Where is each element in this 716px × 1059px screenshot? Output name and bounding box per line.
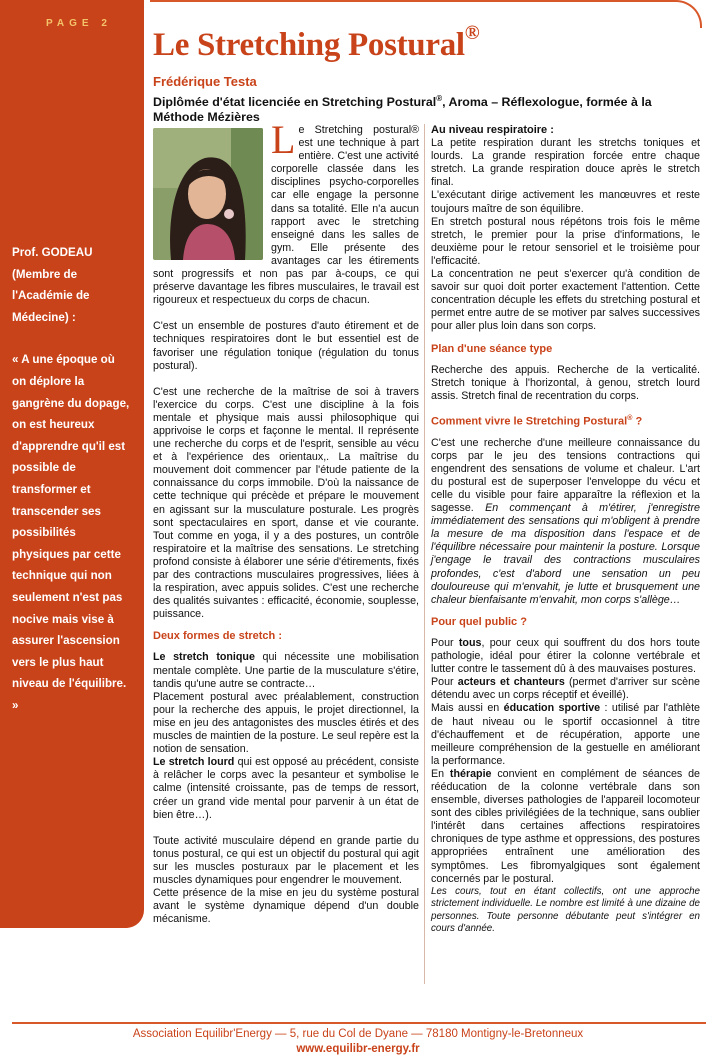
paragraph-concentration: La concentration ne peut s'exercer qu'à condition de savoir sur quoi doit porter exactement l'attention. Cette concentration décuple les effets du stretching postural et permet entre autre de se motiver par salves successives pour aller plus loin dans son corps.: [431, 268, 700, 333]
heading-respiratoire: Au niveau respiratoire :: [431, 124, 554, 136]
public-acteurs-bold: acteurs et chanteurs: [457, 676, 565, 689]
public-sport-text: : utilisé par l'athlète de haut niveau ou le sportif occasionnel à titre d'échauffement et de récupération, apporte une meilleure compréhension de la gestuelle en améliorant la performance.: [431, 702, 700, 767]
right-column: [431, 124, 700, 935]
vivre-testimony: En commençant à m'étirer, j'enregistre immédiatement des sensations qui m'obligent à prendre la mesure de ma disposition dans l'espace et de l'équilibre nécessaire pour maintenir la posture. Lorsque j'engage le travail des contractions musculaires profondes, c'est d'abord une sensation un peu douloureuse qui m'envahit, je lutte et brusquement une chaleur bienfaisante m'envahit, mon corps s'allège…: [431, 502, 700, 606]
public-therapie-text: convient en complément de séances de rééducation de la colonne vertébrale dans son ensemble, diverses pathologies de l'appareil locomoteur sont des cibles privilégiées de la technique, sans oublier l'intérêt dans certaines affections respiratoires chroniques de type asthme et oppressions, des postures appropriées entraînent une amélioration des symptômes. Les fibromyalgiques sont également concernés par le postural.: [431, 767, 701, 885]
paragraph-public-therapie: [431, 768, 700, 886]
credentials-part-a: Diplômée d'état licenciée en Stretching Postural: [153, 95, 437, 110]
paragraph-public-acteurs: [431, 676, 700, 702]
quote-author: Prof. GODEAU (Membre de l'Académie de Médecine) :: [12, 246, 93, 324]
paragraph-maitrise: C'est une recherche de la maîtrise de soi à travers l'exercice du corps. C'est une discipline à la fois mentale et physique mais aussi philosophique qui apprivoise le corps et façonne le mental. Il représente une recherche du corps et de l'esprit, sensible au vécu et à l'expérience des orientaux,. La maîtrise du mouvement doit commencer par l'étude patiente de la connaissance du corps immobile. D'où la naissance de cette technique qui précède et prépare le mouvement en agissant sur la musculature posturale. Les progrès sont spectaculaires en sport, danse et vie courante. Tout comme en yoga, il y a des postures, un contrôle respiratoire et la maîtrise des sensations. Le stretching profond consiste à élaborer une série d'étirements, fixés par des contractions musculaires progressives, liées à la respiration, avec appuis solides. C'est une recherche des qualités suivantes : efficacité, économie, souplesse, puissance.: [153, 385, 419, 621]
heading-comment-vivre-text: Comment vivre le Stretching Postural: [431, 415, 628, 428]
sidebar: [0, 0, 144, 928]
footer-address: Association Equilibr'Energy — 5, rue du Col de Dyane — 78180 Montigny-le-Bretonneux: [132, 1028, 584, 1040]
footer-divider: [12, 1022, 706, 1024]
paragraph-repetition: En stretch postural nous répétons trois fois le même stretch, le premier pour la prise d'informations, le deuxième pour le retour sensoriel et le troisième pour l'efficacité.: [431, 215, 700, 267]
heading-plan-seance: Plan d'une séance type: [431, 342, 553, 355]
intro-text: e Stretching postural® est une technique à part entière. C'est une activité corporelle classée dans les disciplines psycho-corporelles car elle engage la personne dans sa totalité. Elle n'a aucun rapport avec le stretching enseigné dans les salles de gym. Elle présente des avantages car les étirements sont progressifs et non pas par à-coups, ce qui préserve davantage les fibres musculaires, le travail est rigoureux et respectueux du corps de chacun.: [153, 124, 419, 307]
public-therapie-lead: En: [431, 767, 450, 780]
paragraph-respiration: La petite respiration durant les stretchs toniques et lourds. La grande respiration forcée entre chaque stretch. La grande respiration douce après le stretch final.: [431, 137, 700, 189]
heading-comment-vivre-end: ?: [632, 415, 643, 428]
vivre-text: C'est une recherche d'une meilleure connaissance du corps par le jeu des tensions contractions qui engendrent des sensations de volume et chaleur. L'art du postural est de superposer l'enveloppe du vécu et celle du visible pour faire apparaître la réflexion et la sagesse.: [431, 436, 700, 515]
public-sport-lead: Mais aussi en: [431, 702, 504, 715]
paragraph-vivre: [431, 437, 700, 607]
quote-text: « A une époque où on déplore la gangrène du dopage, on est heureux d'apprendre qu'il est possible de transformer et transcender ses possibilités physiques par cette technique qui non seulement n'est pas nocive mais vise à assurer l'ascension vers le plus haut niveau de l'équilibre. »: [12, 353, 130, 712]
page-label: PAGE 2: [46, 18, 112, 29]
public-tous-text: , pour ceux qui souffrent du dos hors toute pathologie, idéal pour étirer la colonne vertébrale et lutter contre le tassement dû à des mauvaises postures.: [431, 636, 701, 676]
public-acteurs-lead: Pour: [431, 676, 458, 689]
paragraph-postures: C'est un ensemble de postures d'auto étirement et de techniques respiratoires dont le but essentiel est de favoriser une régulation tonique (régulation du tonus postural).: [153, 320, 419, 372]
author-name: Frédérique Testa: [153, 74, 257, 89]
public-acteurs-text: (permet d'arriver sur scène détendu avec un corps réceptif et éveillé).: [431, 676, 701, 702]
heading-deux-formes: Deux formes de stretch :: [153, 630, 282, 643]
footer: [0, 1027, 716, 1057]
courses-note: Les cours, tout en étant collectifs, ont une approche strictement individuelle. Le nombre est limité à une dizaine de personnes. Toute personne débutante peut s'intégrer en cours d'année.: [431, 885, 700, 934]
drop-cap: L: [271, 117, 296, 162]
public-tous-lead: Pour: [431, 636, 459, 649]
paragraph-stretch-lourd: [153, 756, 419, 821]
paragraph-executant: L'exécutant dirige activement les manœuvres et reste toujours maître de son équilibre.: [431, 189, 700, 215]
portrait-photo: [153, 128, 263, 260]
paragraph-public-sport: [431, 702, 700, 767]
paragraph-plan: Recherche des appuis. Recherche de la verticalité. Stretch tonique à l'horizontal, à genou, stretch lourd assis. Stretch final de recentration du corps.: [431, 363, 700, 402]
heading-comment-vivre: [431, 412, 700, 429]
heading-registered-mark: ®: [627, 414, 633, 422]
footer-website-link[interactable]: www.equilibr-energy.fr: [296, 1043, 420, 1055]
stretch-tonique-label: Le stretch tonique: [153, 651, 255, 664]
top-border: [150, 0, 702, 28]
title-text: Le Stretching Postural: [153, 27, 465, 63]
stretch-lourd-label: Le stretch lourd: [153, 756, 235, 769]
paragraph-stretch-tonique: [153, 651, 419, 690]
heading-public: Pour quel public ?: [431, 615, 527, 628]
sidebar-quote: [12, 242, 132, 716]
paragraph-public-tous: [431, 637, 700, 676]
credentials-registered-mark: ®: [436, 94, 443, 103]
paragraph-placement: Placement postural avec préalablement, construction pour la recherche des appuis, le projet directionnel, la mise en jeu des antagonistes des muscles étirés et des muscles de maintien de la posture. Le seul repère est la notion de sensation.: [153, 690, 419, 756]
credentials-part-b: , Aroma – Réflexologue, formée à la Méthode Mézières: [153, 95, 652, 125]
left-column: [153, 117, 420, 926]
public-sport-bold: éducation sportive: [503, 702, 601, 715]
column-divider: [424, 124, 425, 984]
paragraph-presence: Cette présence de la mise en jeu du système postural avant le système dynamique dépend d'un double mécanisme.: [153, 887, 419, 926]
stretch-lourd-text: qui est opposé au précédent, consiste à relâcher le corps avec la pesanteur et symbolise le calme (intensité croissante, pas de temps de ressort, créer un grand vide mental pour parvenir à un état de bien être…).: [153, 756, 420, 821]
public-tous-bold: tous: [458, 636, 482, 649]
author-credentials: [153, 91, 693, 125]
title-registered-mark: ®: [464, 22, 480, 44]
paragraph-activite: Toute activité musculaire dépend en grande partie du tonus postural, ce qui est un objectif du postural qui agit sur les muscles posturaux par le placement et les muscles dynamiques pour engendrer le mouvement.: [153, 834, 419, 886]
public-therapie-bold: thérapie: [449, 767, 492, 780]
page-title: [153, 22, 480, 64]
stretch-tonique-text: qui nécessite une mobilisation mentale complète. Une partie de la musculature s'étire, tandis qu'une autre se contracte…: [153, 651, 419, 690]
